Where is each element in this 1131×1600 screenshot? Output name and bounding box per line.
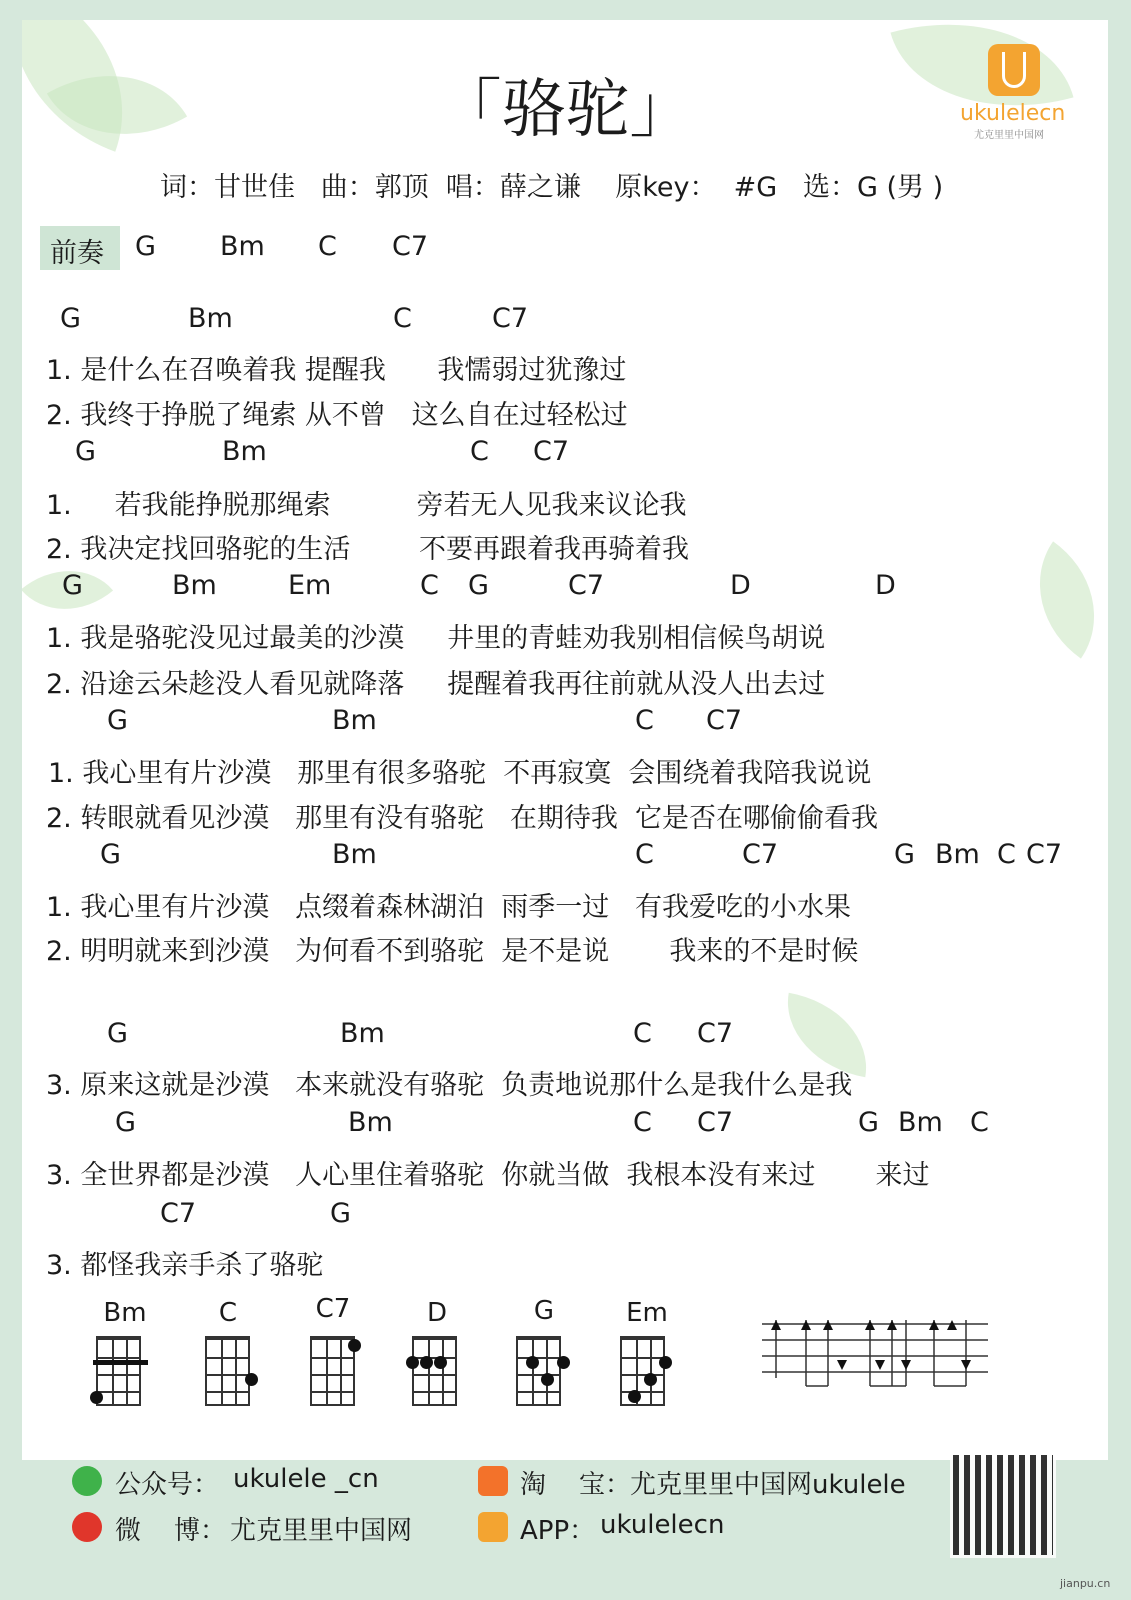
taobao-shop: 尤克里里中国网ukulele	[630, 1470, 906, 1500]
chord: C	[633, 1107, 652, 1138]
lyric-line: 2. 我决定找回骆驼的生活 不要再跟着我再骑着我	[46, 534, 690, 565]
chord: Bm	[222, 436, 267, 467]
app-name: ukulelecn	[600, 1510, 725, 1540]
finger-dot	[420, 1356, 433, 1369]
taobao-icon	[478, 1466, 508, 1496]
finger-dot	[90, 1391, 103, 1404]
chord-diagram-name: C	[218, 1298, 238, 1328]
chord-diagram-name: Bm	[103, 1298, 147, 1328]
prelude-chord: Bm	[220, 231, 265, 262]
finger-dot	[245, 1373, 258, 1386]
lyric-line: 1. 我心里有片沙漠 那里有很多骆驼 不再寂寞 会围绕着我陪我说说	[48, 758, 872, 789]
chord: C7	[1026, 839, 1063, 870]
chord: C	[997, 839, 1016, 870]
prelude-chord: C7	[392, 231, 429, 262]
lyric-line: 1. 若我能挣脱那绳索 旁若无人见我来议论我	[46, 490, 687, 521]
chord: C7	[160, 1198, 197, 1229]
prelude-label: 前奏	[50, 238, 104, 269]
taobao-label: 淘 宝：	[520, 1470, 632, 1500]
brand-name: ukulelecn	[960, 101, 1066, 126]
chord: G	[107, 1018, 128, 1049]
chord: C	[970, 1107, 989, 1138]
chord: G	[60, 303, 81, 334]
chord: Bm	[348, 1107, 393, 1138]
finger-dot	[628, 1390, 641, 1403]
chord: G	[468, 570, 489, 601]
wechat-label: 公众号：	[115, 1470, 220, 1500]
chord: C7	[492, 303, 529, 334]
weibo-label: 微 博：	[115, 1516, 227, 1546]
chord: C7	[742, 839, 779, 870]
chord-diagram-d	[412, 1336, 457, 1406]
chord: C	[635, 839, 654, 870]
chord: Em	[288, 570, 332, 601]
chord: Bm	[935, 839, 980, 870]
chord: G	[107, 705, 128, 736]
chord-diagram-c	[205, 1336, 250, 1406]
chord: C7	[697, 1107, 734, 1138]
lyric-line: 2. 转眼就看见沙漠 那里有没有骆驼 在期待我 它是否在哪偷偷看我	[46, 803, 879, 834]
brand-subtitle: 尤克里里中国网	[974, 130, 1044, 141]
weibo-account: 尤克里里中国网	[230, 1516, 413, 1546]
chord: C7	[706, 705, 743, 736]
chord-diagram-name: D	[426, 1298, 448, 1328]
wechat-icon	[72, 1466, 102, 1496]
chord-diagram-name: Em	[626, 1298, 668, 1328]
lyric-line: 1. 我是骆驼没见过最美的沙漠 井里的青蛙劝我别相信候鸟胡说	[46, 623, 826, 654]
qr-code[interactable]	[950, 1452, 1056, 1558]
lyric-line: 1. 我心里有片沙漠 点缀着森林湖泊 雨季一过 有我爱吃的小水果	[46, 892, 852, 923]
finger-dot	[659, 1356, 672, 1369]
chord: C7	[697, 1018, 734, 1049]
app-icon	[478, 1512, 508, 1542]
chord: C	[635, 705, 654, 736]
lyric-line: 2. 沿途云朵趁没人看见就降落 提醒着我再往前就从没人出去过	[46, 669, 826, 700]
chord: D	[875, 570, 896, 601]
watermark: jianpu.cn	[1060, 1577, 1111, 1590]
wechat-account: ukulele _cn	[233, 1464, 379, 1494]
lyric-line: 1. 是什么在召唤着我 提醒我 我懦弱过犹豫过	[46, 355, 627, 386]
chord-diagram-name: G	[533, 1296, 555, 1326]
barre-mark	[93, 1360, 148, 1365]
chord: C	[633, 1018, 652, 1049]
finger-dot	[644, 1373, 657, 1386]
chord: C	[420, 570, 439, 601]
prelude-chord: C	[318, 231, 337, 262]
chord: Bm	[898, 1107, 943, 1138]
chord: C	[393, 303, 412, 334]
chord: G	[115, 1107, 136, 1138]
chord: G	[75, 436, 96, 467]
lyric-line: 2. 我终于挣脱了绳索 从不曾 这么自在过轻松过	[46, 400, 628, 431]
chord: Bm	[332, 705, 377, 736]
chord: Bm	[340, 1018, 385, 1049]
chord: C	[470, 436, 489, 467]
ukulele-logo-icon	[988, 44, 1040, 96]
chord: Bm	[332, 839, 377, 870]
chord: Bm	[188, 303, 233, 334]
chord-diagram-name: C7	[315, 1294, 351, 1324]
lyric-line: 3. 都怪我亲手杀了骆驼	[46, 1250, 324, 1281]
lyric-line: 3. 原来这就是沙漠 本来就没有骆驼 负责地说那什么是我什么是我	[46, 1070, 853, 1101]
finger-dot	[406, 1356, 419, 1369]
chord: G	[330, 1198, 351, 1229]
weibo-icon	[72, 1512, 102, 1542]
app-label: APP：	[520, 1516, 596, 1546]
chord: C7	[533, 436, 570, 467]
chord: D	[730, 570, 751, 601]
chord-diagram-em	[620, 1336, 665, 1406]
finger-dot	[557, 1356, 570, 1369]
finger-dot	[434, 1356, 447, 1369]
finger-dot	[541, 1373, 554, 1386]
strum-pattern	[762, 1318, 988, 1390]
chord: G	[62, 570, 83, 601]
lyric-line: 2. 明明就来到沙漠 为何看不到骆驼 是不是说 我来的不是时候	[46, 936, 859, 967]
chord-diagram-g	[516, 1336, 561, 1406]
chord: Bm	[172, 570, 217, 601]
song-title: 「骆驼」	[437, 73, 694, 147]
finger-dot	[348, 1339, 361, 1352]
song-credits: 词：甘世佳 曲：郭顶 唱：薛之谦 原key： #G 选：G (男 )	[160, 172, 944, 203]
leaf-decoration	[1007, 541, 1108, 658]
finger-dot	[526, 1356, 539, 1369]
chord: G	[100, 839, 121, 870]
chord: G	[894, 839, 915, 870]
prelude-chord: G	[135, 231, 156, 262]
lyric-line: 3. 全世界都是沙漠 人心里住着骆驼 你就当做 我根本没有来过 来过	[46, 1160, 930, 1191]
chord: C7	[568, 570, 605, 601]
chord: G	[858, 1107, 879, 1138]
